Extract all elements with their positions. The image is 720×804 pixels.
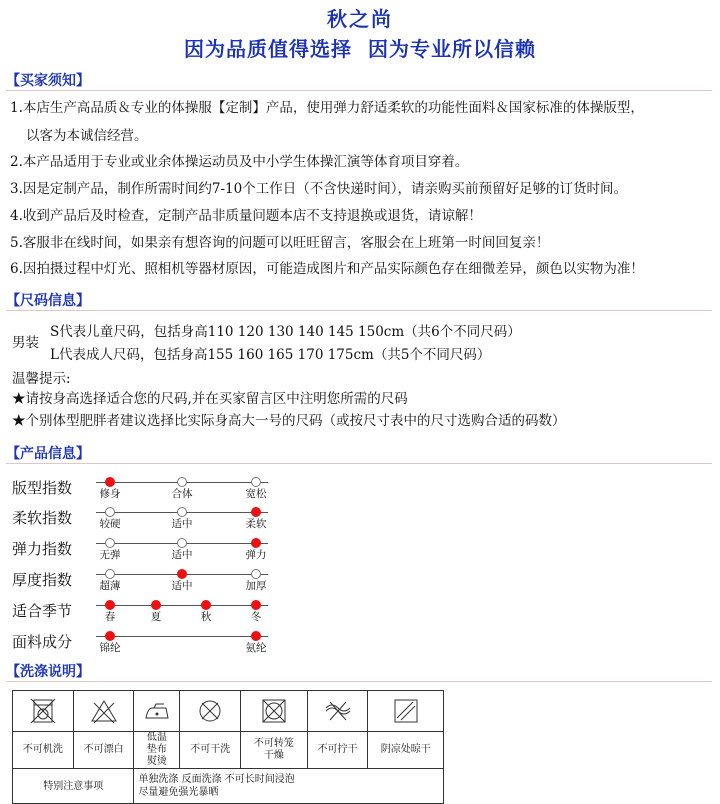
notice-line: 5.客服非在线时间，如果亲有想咨询的问题可以旺旺留言，客服会在上班第一时间回复亲！ (10, 235, 550, 251)
product-row-label: 版型指数 (12, 479, 73, 497)
note-line: 尽量避免强光暴晒 (138, 787, 219, 798)
product-row-label: 柔软指数 (12, 509, 73, 527)
tip-line: ★个别体型肥胖者建议选择比实际身高大一号的尺码（或按尺寸表中的尺寸选购合适的码数） (12, 413, 566, 429)
indicator-tick-label: 无弹 (99, 549, 121, 561)
size-heading: 尺码信息 (20, 293, 76, 309)
indicator-tick-label: 加厚 (245, 580, 267, 592)
wash-label: 阴凉处晾干 (368, 732, 444, 769)
slogan: 因为品质值得选择 因为专业所以信赖 (184, 37, 536, 61)
no-machine-wash-icon (28, 696, 58, 726)
notice-line: 6.因拍摄过程中灯光、照相机等器材原因，可能造成图片和产品实际颜色存在细微差异，颜色以实物为准！ (10, 261, 644, 277)
no-bleach-icon (89, 696, 119, 726)
size-category: 男装 (12, 335, 39, 351)
size-s-line: S代表儿童尺码，包括身高110 120 130 140 145 150cm（共6个不同尺码） (50, 324, 521, 340)
wash-heading: 洗涤说明 (20, 664, 76, 680)
notice-heading: 买家须知 (20, 73, 76, 89)
product-row-label: 弹力指数 (12, 540, 73, 558)
indicator-tick-label: 冬 (250, 611, 262, 623)
note-text (134, 769, 444, 804)
brand-title: 秋之尚 (327, 7, 393, 31)
size-l-line: L代表成人尺码，包括身高155 160 165 170 175cm（共5个不同尺码） (50, 347, 491, 363)
section-heading-notice: 【买家须知】 (6, 73, 90, 89)
no-dry-clean-icon (195, 696, 225, 726)
wash-label (241, 732, 308, 769)
section-heading-wash: 【洗涤说明】 (6, 664, 90, 680)
divider (6, 463, 712, 464)
wash-label-text: 低温垫布熨烫 (146, 732, 167, 767)
product-row-label: 面料成分 (12, 633, 73, 651)
wash-note-row (13, 769, 444, 804)
product-row-track (96, 605, 268, 606)
wash-label-row (13, 732, 444, 769)
product-row-track (96, 636, 268, 637)
indicator-tick-label: 秋 (200, 611, 212, 623)
indicator-tick-label: 春 (104, 611, 116, 623)
indicator-tick-label: 氨纶 (245, 642, 267, 654)
notice-line: 4.收到产品后及时检查，定制产品非质量问题本店不支持退换或退货，请谅解！ (10, 208, 482, 224)
tip-title: 温馨提示: (12, 371, 71, 387)
notice-line: 2.本产品适用于专业或业余体操运动员及中小学生体操汇演等体育项目穿着。 (10, 154, 469, 170)
note-line: 单独洗涤 反面洗涤 不可长时间浸泡 (138, 774, 295, 785)
divider (6, 310, 712, 311)
notice-line: 1.本店生产高品质＆专业的体操服【定制】产品，使用弹力舒适柔软的功能性面料＆国家标准的体操版型， (10, 100, 644, 116)
indicator-tick-label: 夏 (150, 611, 162, 623)
section-heading-size: 【尺码信息】 (6, 293, 90, 309)
indicator-tick-label: 超薄 (99, 580, 121, 592)
product-row-label: 厚度指数 (12, 571, 73, 589)
wash-label: 不可机洗 (13, 732, 74, 769)
wash-label: 不可漂白 (73, 732, 134, 769)
shade-dry-icon (391, 696, 421, 726)
indicator-tick-label: 合体 (171, 488, 193, 500)
indicator-tick-label: 锦纶 (99, 642, 121, 654)
wash-icon-row (13, 691, 444, 732)
indicator-tick-label: 修身 (99, 488, 121, 500)
no-tumble-dry-icon (259, 696, 289, 726)
wash-label: 不可干洗 (180, 732, 241, 769)
low-iron-icon (142, 696, 172, 726)
indicator-tick-label: 适中 (171, 580, 193, 592)
indicator-tick-label: 柔软 (245, 518, 267, 530)
note-label: 特别注意事项 (13, 769, 134, 804)
wash-label: 不可拧干 (307, 732, 368, 769)
indicator-tick-label: 适中 (171, 549, 193, 561)
wash-table (12, 690, 444, 804)
indicator-tick-label: 宽松 (245, 488, 267, 500)
indicator-tick-label: 适中 (171, 518, 193, 530)
indicator-tick-label: 较硬 (99, 518, 121, 530)
section-heading-product: 【产品信息】 (6, 446, 90, 462)
no-wring-icon (323, 696, 353, 726)
wash-label-text: 不可转笼干燥 (253, 738, 294, 761)
product-row-label: 适合季节 (12, 602, 73, 620)
indicator-tick-label: 弹力 (245, 549, 267, 561)
divider (6, 90, 712, 91)
product-heading: 产品信息 (20, 446, 76, 462)
wash-label (134, 732, 180, 769)
divider (6, 681, 712, 682)
notice-line: 以客为本诚信经营。 (26, 128, 148, 144)
tip-line: ★请按身高选择适合您的尺码,并在买家留言区中注明您所需的尺码 (12, 391, 408, 407)
notice-line: 3.因是定制产品，制作所需时间约7-10个工作日（不含快递时间），请亲购买前预留好足够的订货时间。 (10, 181, 627, 197)
